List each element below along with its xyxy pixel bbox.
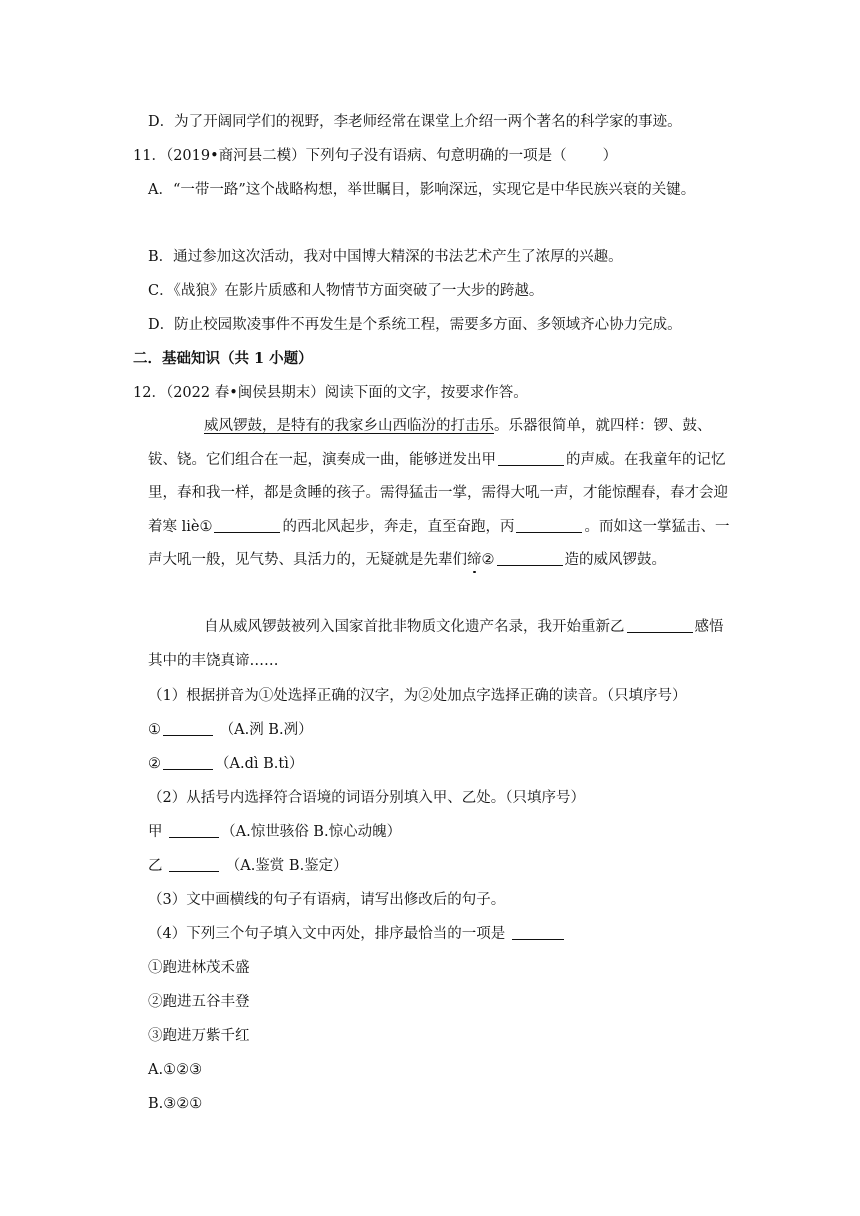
answer-line-jia	[148, 822, 401, 842]
q11-option-b: B．通过参加这次活动，我对中国博大精深的书法艺术产生了浓厚的兴趣。	[148, 249, 623, 265]
q11-stem-close: ）	[602, 148, 618, 164]
answer-options: （A.dì B.tì）	[215, 756, 304, 772]
blank-bing	[516, 518, 582, 533]
sentence-1: ①跑进林茂禾盛	[148, 960, 250, 976]
blank-jia	[498, 451, 564, 466]
passage-text: 自从威风锣鼓被列入国家首批非物质文化遗产名录，我开始重新乙	[204, 619, 625, 635]
answer-blank	[163, 721, 213, 736]
sub-question-3: （3）文中画横线的句子有语病，请写出修改后的句子。	[148, 892, 506, 908]
passage-text: 造的威风锣鼓。	[564, 552, 666, 568]
passage-text: ②	[481, 552, 495, 568]
sub-question-4	[148, 924, 566, 944]
passage-text: 的西北风起步，奔走，直至奋跑，丙	[282, 518, 515, 535]
answer-blank	[169, 823, 219, 838]
answer-line-1	[148, 720, 313, 740]
underlined-sentence: 威风锣鼓，是特有的我家乡山西临汾的打击乐	[204, 418, 494, 434]
answer-label: 乙	[148, 858, 163, 874]
answer-options: （A.洌 B.冽）	[219, 722, 313, 738]
answer-line-yi	[148, 856, 348, 876]
q11-option-a: A．“一带一路”这个战略构想，举世瞩目，影响深远，实现它是中华民族兴衰的关键。	[148, 182, 696, 198]
q10-option-d: D．为了开阔同学们的视野，李老师经常在课堂上介绍一两个著名的科学家的事迹。	[148, 114, 682, 130]
sub-question-2: （2）从括号内选择符合语境的词语分别填入甲、乙处。（只填序号）	[148, 790, 585, 806]
sub-question-4-text: （4）下列三个句子填入文中丙处，排序最恰当的一项是	[148, 926, 506, 942]
answer-label: 甲	[148, 824, 163, 840]
choice-b: B.③②①	[148, 1096, 203, 1112]
reading-passage-paragraph-1	[148, 410, 730, 578]
blank-1	[214, 518, 280, 533]
answer-blank	[512, 925, 564, 940]
dotted-character: 缔	[467, 552, 482, 568]
sub-question-1: （1）根据拼音为①处选择正确的汉字，为②处加点字选择正确的读音。（只填序号）	[148, 688, 687, 704]
passage-text: 的声威。在我童年的记忆里，春和我一样，都是贪睡的孩子。需得猛击一掌，需得大吼一声，才能惊醒春，春才会迎着寒 liè①	[148, 451, 728, 535]
answer-options: （A.鉴赏 B.鉴定）	[225, 858, 348, 874]
answer-blank	[163, 755, 213, 770]
answer-line-2	[148, 754, 303, 774]
choice-a: A.①②③	[148, 1062, 203, 1078]
q11-option-d: D．防止校园欺凌事件不再发生是个系统工程，需要多方面、多领域齐心协力完成。	[148, 317, 682, 333]
circle-label: ②	[148, 756, 161, 772]
sentence-3: ③跑进万紫千红	[148, 1028, 250, 1044]
passage-text: 。而如这一掌猛击、一声大吼一般，见气势、具活力的，无疑就是先辈们	[148, 518, 730, 568]
q12-stem: 12．（2022 春•闽侯县期末）阅读下面的文字，按要求作答。	[133, 385, 528, 401]
q11-stem-text: 11．（2019•商河县二模）下列句子没有语病、句意明确的一项是（	[133, 148, 567, 164]
blank-yi	[627, 618, 693, 633]
blank-2	[497, 551, 563, 566]
passage-text: 感悟其中的丰饶真谛……	[148, 619, 724, 669]
answer-options: （A.惊世骇俗 B.惊心动魄）	[221, 824, 402, 840]
q11-stem	[133, 146, 617, 166]
reading-passage-paragraph-2	[148, 611, 730, 678]
answer-blank	[169, 857, 219, 872]
sentence-2: ②跑进五谷丰登	[148, 994, 250, 1010]
q11-option-c: C．《战狼》在影片质感和人物情节方面突破了一大步的跨越。	[148, 283, 544, 299]
section-heading: 二．基础知识（共 1 小题）	[133, 350, 313, 367]
passage-text: 。乐器很简单，就四样：锣、鼓、钹、铙。它们组合在一起，演奏成一曲，能够迸发出甲	[148, 418, 712, 468]
circle-label: ①	[148, 722, 161, 738]
